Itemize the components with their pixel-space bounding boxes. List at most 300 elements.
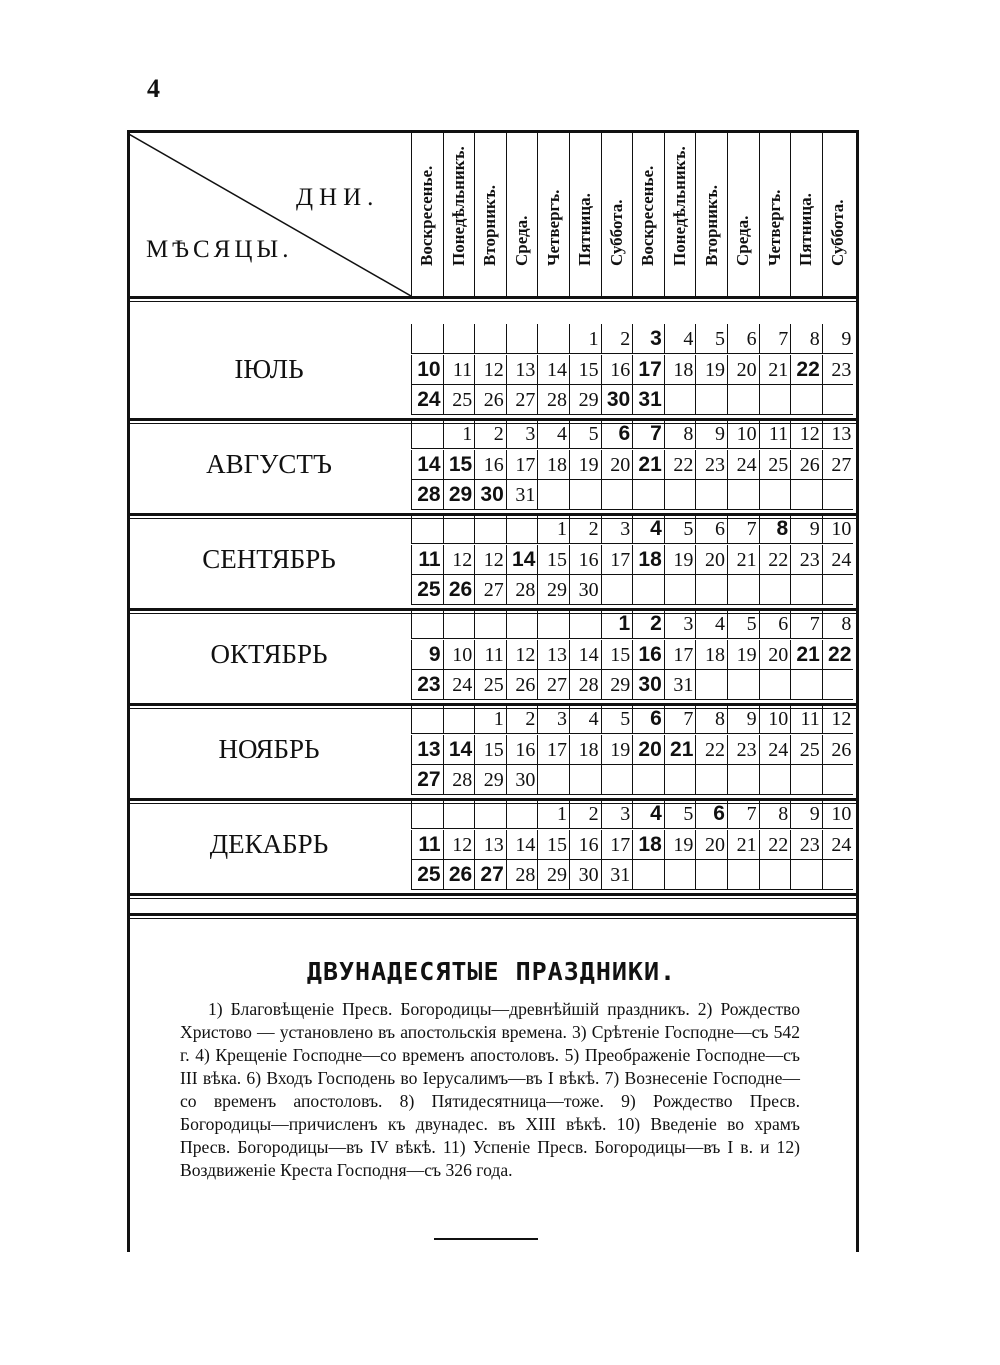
day-cell: 24: [822, 545, 854, 575]
day-cell: 27: [474, 575, 506, 605]
corner-months-label: МѢСЯЦЫ.: [146, 236, 293, 263]
day-cell: [695, 385, 727, 415]
day-cell: [537, 480, 569, 510]
weekday-label: Воскресенье.: [638, 165, 658, 266]
day-cell: 29: [537, 860, 569, 890]
day-cell: 21: [727, 830, 759, 860]
day-cell: 23: [695, 450, 727, 480]
double-rule: [127, 296, 856, 302]
weekday-label: Среда.: [733, 215, 753, 266]
day-cell: 7: [759, 324, 791, 354]
day-cell: 24: [822, 830, 854, 860]
day-cell: 23: [790, 830, 822, 860]
weekday-label: Вторникъ.: [701, 185, 721, 266]
day-cell: 21: [664, 735, 696, 765]
day-cell: 21: [759, 355, 791, 385]
day-cell: 31: [601, 860, 633, 890]
day-cell: [601, 480, 633, 510]
month-name: ОКТЯБРЬ: [210, 639, 328, 669]
weekday-label: Среда.: [512, 215, 532, 266]
day-cell: 8: [822, 609, 854, 639]
day-cell: 27: [537, 670, 569, 700]
day-cell: 28: [411, 480, 443, 510]
day-cell: [822, 670, 854, 700]
day-cell: 2: [474, 419, 506, 449]
day-cell: [790, 765, 822, 795]
day-cell: 6: [759, 609, 791, 639]
day-cell: 15: [537, 830, 569, 860]
day-cell: [695, 575, 727, 605]
day-cell: 11: [411, 830, 443, 860]
day-cell: 17: [537, 735, 569, 765]
day-cell: 20: [727, 355, 759, 385]
corner-diagonal: [127, 133, 411, 296]
weekday-label: Воскресенье.: [417, 165, 437, 266]
day-cell: 16: [632, 640, 664, 670]
weekday-header: [790, 133, 822, 296]
day-cell: 18: [632, 830, 664, 860]
day-cell: [537, 765, 569, 795]
day-cell: 17: [601, 830, 633, 860]
double-rule: [127, 418, 856, 424]
day-cell: 22: [759, 830, 791, 860]
day-cell: [664, 860, 696, 890]
day-cell: 17: [664, 640, 696, 670]
day-cell: 5: [569, 419, 601, 449]
weekday-header: [759, 133, 791, 296]
day-cell: 11: [759, 419, 791, 449]
weekday-label: Четвергъ.: [764, 189, 784, 266]
feasts-paragraph: 1) Благовѣщеніе Пресв. Богородицы—древнѣйшій праздникъ. 2) Рождество Христово — установлено въ апостольскія времена. 3) Срѣтеніе Господне—съ 542 г. 4) Крещеніе Господне—со временъ апостоловъ. 5) Преображеніе Господне—съ III вѣка. 6) Входъ Господень во Іерусалимъ—въ I вѣкѣ. 7) Вознесеніе Господне—со временъ апостоловъ. 8) Пятидесятница—тоже. 9) Рождество Пресв. Богородицы—причисленъ къ двунадес. въ XIII вѣкѣ. 10) Введеніе во храмъ Пресв. Богородицы—въ IV вѣкѣ. 11) Успеніе Пресв. Богородицы—въ I в. и 12) Воздвиженіе Креста Господня—съ 326 года.: [180, 999, 800, 1180]
day-cell: 13: [822, 419, 854, 449]
day-cell: 7: [727, 514, 759, 544]
day-cell: 7: [632, 419, 664, 449]
day-cell: 1: [601, 609, 633, 639]
weekday-header: [569, 133, 601, 296]
day-cell: [474, 609, 506, 639]
day-cell: [443, 609, 475, 639]
day-cell: 14: [569, 640, 601, 670]
day-cell: 1: [537, 799, 569, 829]
day-cell: 28: [443, 765, 475, 795]
day-cell: 14: [506, 830, 538, 860]
day-cell: [411, 704, 443, 734]
weekday-header: [695, 133, 727, 296]
day-cell: 4: [632, 514, 664, 544]
day-cell: 30: [632, 670, 664, 700]
day-cell: [822, 860, 854, 890]
day-cell: 18: [695, 640, 727, 670]
day-cell: 9: [695, 419, 727, 449]
corner-days-label: ДНИ.: [296, 184, 380, 211]
weekday-header: [664, 133, 696, 296]
day-cell: 6: [695, 799, 727, 829]
day-cell: 2: [601, 324, 633, 354]
day-cell: 29: [569, 385, 601, 415]
day-cell: 15: [569, 355, 601, 385]
day-cell: 19: [695, 355, 727, 385]
day-cell: 11: [790, 704, 822, 734]
day-cell: 8: [759, 799, 791, 829]
day-cell: 14: [537, 355, 569, 385]
day-cell: 26: [474, 385, 506, 415]
day-cell: [790, 670, 822, 700]
weekday-label: Четвергъ.: [543, 189, 563, 266]
day-cell: [632, 575, 664, 605]
day-cell: 2: [569, 799, 601, 829]
day-cell: 20: [601, 450, 633, 480]
day-cell: [727, 480, 759, 510]
day-cell: 4: [664, 324, 696, 354]
day-cell: 7: [790, 609, 822, 639]
day-cell: 23: [822, 355, 854, 385]
day-cell: 30: [474, 480, 506, 510]
day-cell: [727, 860, 759, 890]
day-cell: [822, 480, 854, 510]
feasts-title: ДВУНАДЕСЯТЫЕ ПРАЗДНИКИ.: [306, 957, 677, 986]
day-cell: 7: [664, 704, 696, 734]
day-cell: 22: [822, 640, 854, 670]
day-cell: [695, 670, 727, 700]
day-cell: 4: [632, 799, 664, 829]
day-cell: 19: [727, 640, 759, 670]
day-cell: 10: [411, 355, 443, 385]
day-cell: [569, 609, 601, 639]
day-cell: 15: [443, 450, 475, 480]
day-cell: [506, 609, 538, 639]
day-cell: 25: [759, 450, 791, 480]
weekday-header: [537, 133, 569, 296]
day-cell: [411, 324, 443, 354]
day-cell: [537, 324, 569, 354]
day-cell: 30: [569, 575, 601, 605]
day-cell: [790, 860, 822, 890]
day-cell: 16: [569, 830, 601, 860]
day-cell: 16: [506, 735, 538, 765]
day-cell: 25: [790, 735, 822, 765]
day-cell: 28: [537, 385, 569, 415]
month-name: НОЯБРЬ: [218, 734, 320, 764]
weekday-header: [474, 133, 506, 296]
day-cell: 13: [537, 640, 569, 670]
weekday-header: [632, 133, 664, 296]
day-cell: [664, 575, 696, 605]
day-cell: 13: [506, 355, 538, 385]
day-cell: 21: [790, 640, 822, 670]
day-cell: 24: [759, 735, 791, 765]
day-cell: 17: [506, 450, 538, 480]
day-cell: [506, 799, 538, 829]
day-cell: 12: [474, 355, 506, 385]
day-cell: 3: [664, 609, 696, 639]
day-cell: 26: [790, 450, 822, 480]
day-cell: [411, 419, 443, 449]
day-cell: [601, 765, 633, 795]
double-rule: [127, 513, 856, 519]
day-cell: 28: [506, 575, 538, 605]
day-cell: [411, 799, 443, 829]
day-cell: [506, 324, 538, 354]
day-cell: [601, 575, 633, 605]
day-cell: [632, 765, 664, 795]
feasts-text: [180, 998, 800, 1182]
day-cell: 17: [601, 545, 633, 575]
double-rule: [127, 893, 856, 899]
day-cell: [759, 765, 791, 795]
day-cell: 24: [411, 385, 443, 415]
footer-dash: [434, 1238, 538, 1240]
day-cell: 16: [569, 545, 601, 575]
day-cell: 16: [474, 450, 506, 480]
weekday-header: [822, 133, 854, 296]
day-cell: 18: [632, 545, 664, 575]
day-cell: 19: [664, 545, 696, 575]
double-rule: [127, 913, 856, 919]
day-cell: [664, 765, 696, 795]
day-cell: 23: [727, 735, 759, 765]
day-cell: [695, 480, 727, 510]
day-cell: 1: [569, 324, 601, 354]
double-rule: [127, 608, 856, 614]
day-cell: 9: [790, 799, 822, 829]
day-cell: 10: [443, 640, 475, 670]
day-cell: 5: [664, 514, 696, 544]
day-cell: 5: [695, 324, 727, 354]
day-cell: [759, 385, 791, 415]
day-cell: 30: [506, 765, 538, 795]
day-cell: 21: [632, 450, 664, 480]
day-cell: 3: [632, 324, 664, 354]
day-cell: 25: [474, 670, 506, 700]
day-cell: 6: [632, 704, 664, 734]
day-cell: [822, 765, 854, 795]
weekday-label: Пятница.: [796, 193, 816, 266]
day-cell: 9: [411, 640, 443, 670]
day-cell: 4: [537, 419, 569, 449]
day-cell: 20: [695, 545, 727, 575]
day-cell: 18: [664, 355, 696, 385]
day-cell: 8: [664, 419, 696, 449]
day-cell: [790, 575, 822, 605]
day-cell: [632, 860, 664, 890]
day-cell: 19: [601, 735, 633, 765]
day-cell: 3: [601, 799, 633, 829]
day-cell: 12: [790, 419, 822, 449]
day-cell: 7: [727, 799, 759, 829]
day-cell: 24: [443, 670, 475, 700]
day-cell: [664, 480, 696, 510]
day-cell: 9: [790, 514, 822, 544]
day-cell: [443, 514, 475, 544]
month-name: ДЕКАБРЬ: [209, 829, 329, 859]
day-cell: 12: [443, 545, 475, 575]
day-cell: 9: [727, 704, 759, 734]
day-cell: [474, 324, 506, 354]
weekday-header: [411, 133, 443, 296]
day-cell: [727, 765, 759, 795]
day-cell: [822, 575, 854, 605]
day-cell: 31: [632, 385, 664, 415]
day-cell: 4: [569, 704, 601, 734]
day-cell: 8: [759, 514, 791, 544]
day-cell: 28: [569, 670, 601, 700]
day-cell: 14: [506, 545, 538, 575]
day-cell: 14: [411, 450, 443, 480]
day-cell: 25: [411, 575, 443, 605]
day-cell: 26: [443, 860, 475, 890]
day-cell: 8: [790, 324, 822, 354]
day-cell: 10: [727, 419, 759, 449]
weekday-label: Пятница.: [575, 193, 595, 266]
day-cell: 24: [727, 450, 759, 480]
day-cell: 29: [443, 480, 475, 510]
day-cell: 4: [695, 609, 727, 639]
day-cell: 18: [537, 450, 569, 480]
day-cell: 23: [790, 545, 822, 575]
day-cell: 15: [601, 640, 633, 670]
day-cell: [411, 514, 443, 544]
day-cell: 11: [411, 545, 443, 575]
day-cell: [664, 385, 696, 415]
day-cell: 25: [443, 385, 475, 415]
day-cell: 26: [443, 575, 475, 605]
day-cell: 11: [474, 640, 506, 670]
day-cell: 12: [822, 704, 854, 734]
weekday-header: [601, 133, 633, 296]
day-cell: 22: [695, 735, 727, 765]
day-cell: [411, 609, 443, 639]
day-cell: [759, 480, 791, 510]
day-cell: 10: [822, 514, 854, 544]
day-cell: [474, 514, 506, 544]
day-cell: 2: [506, 704, 538, 734]
day-cell: 12: [506, 640, 538, 670]
day-cell: 1: [443, 419, 475, 449]
day-cell: 6: [727, 324, 759, 354]
double-rule: [127, 703, 856, 709]
day-cell: 30: [569, 860, 601, 890]
day-cell: [759, 860, 791, 890]
weekday-label: Понедѣльникъ.: [670, 146, 690, 266]
day-cell: 2: [569, 514, 601, 544]
day-cell: 13: [474, 830, 506, 860]
day-cell: 6: [695, 514, 727, 544]
weekday-header: [506, 133, 538, 296]
day-cell: 19: [569, 450, 601, 480]
day-cell: 8: [695, 704, 727, 734]
day-cell: 10: [822, 799, 854, 829]
double-rule: [127, 798, 856, 804]
day-cell: 28: [506, 860, 538, 890]
day-cell: 1: [537, 514, 569, 544]
day-cell: 14: [443, 735, 475, 765]
day-cell: [727, 385, 759, 415]
day-cell: 20: [759, 640, 791, 670]
day-cell: 10: [759, 704, 791, 734]
day-cell: 16: [601, 355, 633, 385]
day-cell: 29: [474, 765, 506, 795]
day-cell: [474, 799, 506, 829]
day-cell: [759, 670, 791, 700]
day-cell: 22: [664, 450, 696, 480]
day-cell: 27: [411, 765, 443, 795]
day-cell: [506, 514, 538, 544]
day-cell: [790, 385, 822, 415]
day-cell: 2: [632, 609, 664, 639]
day-cell: [695, 765, 727, 795]
day-cell: 6: [601, 419, 633, 449]
day-cell: [443, 324, 475, 354]
day-cell: 12: [474, 545, 506, 575]
month-name: СЕНТЯБРЬ: [202, 544, 336, 574]
day-cell: [790, 480, 822, 510]
weekday-label: Суббота.: [828, 199, 848, 266]
weekday-header: [727, 133, 759, 296]
day-cell: 3: [537, 704, 569, 734]
day-cell: [727, 575, 759, 605]
day-cell: [569, 480, 601, 510]
day-cell: 27: [506, 385, 538, 415]
day-cell: 20: [695, 830, 727, 860]
day-cell: 27: [822, 450, 854, 480]
day-cell: 22: [790, 355, 822, 385]
day-cell: 15: [537, 545, 569, 575]
day-cell: [822, 385, 854, 415]
day-cell: [695, 860, 727, 890]
day-cell: 29: [537, 575, 569, 605]
day-cell: [443, 799, 475, 829]
day-cell: 21: [727, 545, 759, 575]
day-cell: 31: [664, 670, 696, 700]
day-cell: 5: [664, 799, 696, 829]
weekday-label: Понедѣльникъ.: [448, 146, 468, 266]
day-cell: 29: [601, 670, 633, 700]
month-name: АВГУСТЪ: [206, 449, 332, 479]
day-cell: [569, 765, 601, 795]
day-cell: 23: [411, 670, 443, 700]
weekday-label: Вторникъ.: [480, 185, 500, 266]
weekday-header: [443, 133, 475, 296]
day-cell: [759, 575, 791, 605]
day-cell: 3: [506, 419, 538, 449]
day-cell: 30: [601, 385, 633, 415]
page-number: 4: [147, 74, 160, 103]
weekday-label: Суббота.: [606, 199, 626, 266]
day-cell: 13: [411, 735, 443, 765]
day-cell: [537, 609, 569, 639]
day-cell: 26: [822, 735, 854, 765]
day-cell: 15: [474, 735, 506, 765]
day-cell: 12: [443, 830, 475, 860]
day-cell: 11: [443, 355, 475, 385]
day-cell: 9: [822, 324, 854, 354]
day-cell: 18: [569, 735, 601, 765]
day-cell: [727, 670, 759, 700]
day-cell: 3: [601, 514, 633, 544]
day-cell: 26: [506, 670, 538, 700]
day-cell: 5: [727, 609, 759, 639]
day-cell: 1: [474, 704, 506, 734]
day-cell: [632, 480, 664, 510]
day-cell: 22: [759, 545, 791, 575]
day-cell: 27: [474, 860, 506, 890]
month-name: ІЮЛЬ: [234, 354, 304, 384]
day-cell: 20: [632, 735, 664, 765]
day-cell: [443, 704, 475, 734]
day-cell: 17: [632, 355, 664, 385]
day-cell: 5: [601, 704, 633, 734]
day-cell: 19: [664, 830, 696, 860]
